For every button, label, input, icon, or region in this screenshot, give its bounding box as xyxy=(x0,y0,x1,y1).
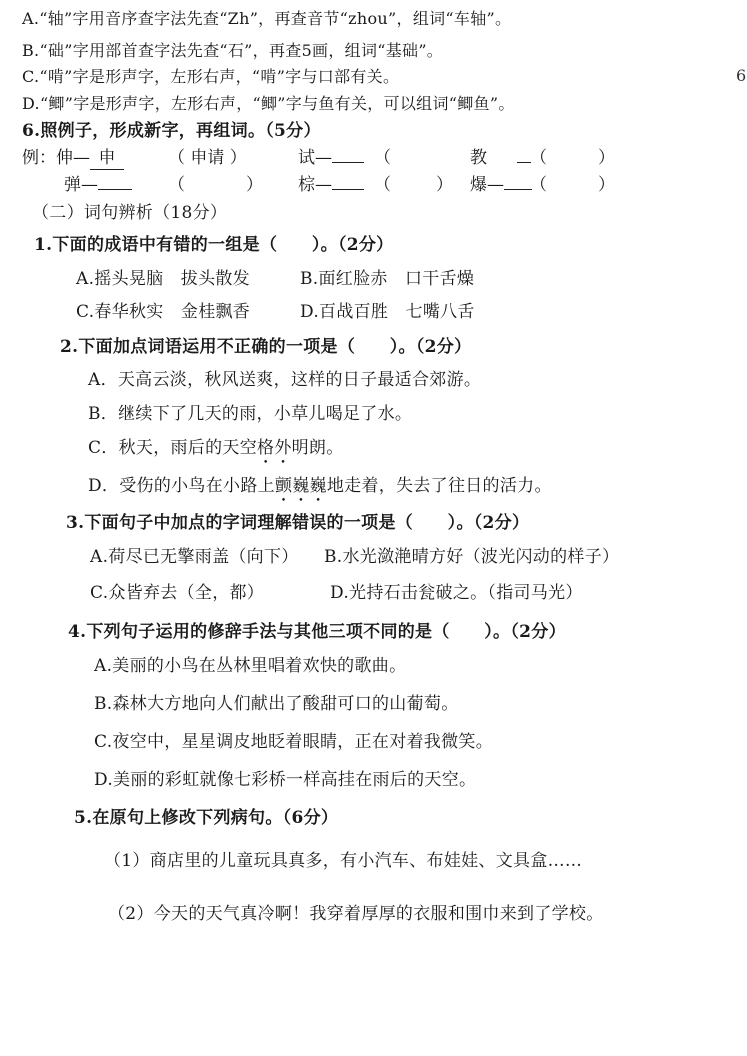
q6-paren-1-open: （ xyxy=(374,148,391,168)
q4-option-c: C.夜空中，星星调皮地眨着眼睛，正在对着我微笑。 xyxy=(94,732,494,752)
q3-option-d: D.光持石击瓮破之。（指司马光） xyxy=(330,583,583,603)
q1-option-c: C.春华秋实 金桂飘香 xyxy=(76,302,251,322)
option-a-top: A.“轴”字用音序查字法先查“Zh”，再查音节“zhou”，组词“车轴”。 xyxy=(22,9,512,28)
q6-paren-3-open: （ xyxy=(168,175,185,195)
q2-option-b: B．继续下了几天的雨，小草儿喝足了水。 xyxy=(88,404,413,424)
q3-title: 3.下面句子中加点的字词理解错误的一项是（ ）。（2分） xyxy=(66,513,530,533)
q6-blank-2[interactable] xyxy=(517,162,531,163)
q1-option-a: A.摇头晃脑 拔头散发 xyxy=(76,269,250,289)
q6-item-5: 爆— xyxy=(470,174,532,196)
q6-item-1: 试— xyxy=(298,147,364,169)
q2-c-dotted: 格外 xyxy=(257,438,292,458)
q6-example-label: 例：伸— xyxy=(22,148,90,168)
q4-option-b: B.森林大方地向人们献出了酸甜可口的山葡萄。 xyxy=(94,694,459,714)
q1-title: 1.下面的成语中有错的一组是（ ）。（2分） xyxy=(34,235,394,255)
q2-d-dotted: 颤巍巍 xyxy=(274,476,327,496)
q6-item-4: 棕— xyxy=(298,174,364,196)
q3-option-c: C.众皆弃去（全，都） xyxy=(90,583,265,603)
q6-paren-3-close: ） xyxy=(246,175,263,195)
q4-option-a: A.美丽的小鸟在丛林里唱着欢快的歌曲。 xyxy=(94,656,407,676)
q6-title: 6.照例子，形成新字，再组词。（5分） xyxy=(22,121,321,141)
q1-option-b: B.面红脸赤 口干舌燥 xyxy=(300,269,475,289)
section2-title: （二）词句辨析（18分） xyxy=(32,203,228,223)
q6-paren-5-open: （ xyxy=(530,175,547,195)
q2-option-a: A．天高云淡，秋风送爽，这样的日子最适合郊游。 xyxy=(88,370,482,390)
q6-example xyxy=(22,147,124,170)
q2-title: 2.下面加点词语运用不正确的一项是（ ）。（2分） xyxy=(60,337,472,357)
q6-blank-3[interactable] xyxy=(98,189,132,190)
option-b-top: B.“础”字用部首查字法先查“石”，再查5画，组词“基础”。 xyxy=(22,41,444,60)
q5-title: 5.在原句上修改下列病句。（6分） xyxy=(74,808,339,828)
q1-option-d: D.百战百胜 七嘴八舌 xyxy=(300,302,475,322)
q2-option-c: C．秋天，雨后的天空格外明朗。 xyxy=(88,438,344,458)
q6-paren-2-close: ） xyxy=(598,148,615,168)
q6-item-3: 弹— xyxy=(64,174,132,196)
q6-blank-1[interactable] xyxy=(332,162,364,163)
option-c-top: C.“啃”字是形声字，左形右声，“啃”字与口部有关。 xyxy=(22,67,400,86)
margin-mark: 6 xyxy=(736,66,747,85)
option-d-top: D.“鲫”字是形声字，左形右声，“鲫”字与鱼有关，可以组词“鲫鱼”。 xyxy=(22,94,515,113)
q6-example-blank: 申 xyxy=(90,147,124,170)
q6-blank-5[interactable] xyxy=(504,189,532,190)
q4-option-d: D.美丽的彩虹就像七彩桥一样高挂在雨后的天空。 xyxy=(94,770,477,790)
q6-blank-4[interactable] xyxy=(332,189,364,190)
q2-option-d: D．受伤的小鸟在小路上颤巍巍地走着，失去了往日的活力。 xyxy=(88,476,552,496)
q6-paren-2-open: （ xyxy=(530,148,547,168)
q6-paren-4-close: ） xyxy=(436,175,453,195)
q5-sentence-1: （1）商店里的儿童玩具真多，有小汽车、布娃娃、文具盒…… xyxy=(104,851,583,871)
q3-option-a: A.荷尽已无擎雨盖（向下） xyxy=(90,547,299,567)
q6-item-2: 教 xyxy=(470,147,531,169)
q4-title: 4.下列句子运用的修辞手法与其他三项不同的是（ ）。（2分） xyxy=(68,622,566,642)
q5-sentence-2: （2）今天的天气真冷啊！我穿着厚厚的衣服和围巾来到了学校。 xyxy=(108,904,604,924)
q6-paren-4-open: （ xyxy=(374,175,391,195)
q3-option-b: B.水光潋滟晴方好（波光闪动的样子） xyxy=(324,547,620,567)
q6-example-word: （ 申请 ） xyxy=(168,148,247,168)
q6-paren-5-close: ） xyxy=(598,175,615,195)
